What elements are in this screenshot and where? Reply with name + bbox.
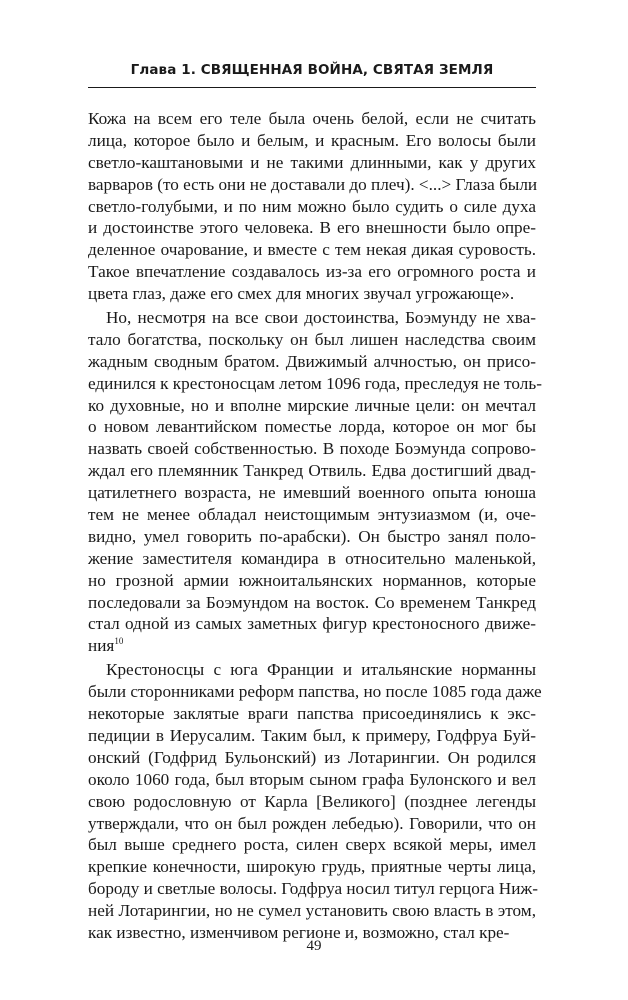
text-line: ней Лотарингии, но не сумел установить свою власть в этом, [88,901,536,921]
text-line: варваров (то есть они не доставали до плеч). <...> Глаза были [88,174,538,194]
text-line: Кожа на всем его теле была очень белой, если не считать [88,109,536,128]
paragraph [88,659,542,944]
text-line: о новом левантийском поместье лорда, которое он мог бы [88,417,536,437]
footnote-ref[interactable]: 10 [114,636,124,647]
text-line: педиции в Иерусалим. Таким был, к примеру, Годфруа Буй- [88,725,536,745]
text-line: но грозной армии южноитальянских норманнов, которые [88,570,536,590]
text-line: ния$^{10}$ [88,636,124,656]
text-line: цатилетнего возраста, не имевший военного опыта юноша [88,483,536,503]
text-line: Крестоносцы с юга Франции и итальянские норманны [106,660,536,680]
paragraph [88,108,536,305]
text-line: как известно, изменчивом регионе и, возможно, стал кре- [88,922,510,942]
text-line: крепкие конечности, широкую грудь, приятные черты лица, [88,857,536,877]
text-line: лица, которое было и белым, и красным. Его волосы были [88,130,536,150]
text-line: светло-голубыми, и по ним можно было судить о силе духа [88,196,536,216]
text-line: некоторые заклятые враги папства присоединялись к экс- [88,704,536,724]
text-line: цвета глаз, даже его смех для многих звучал угрожающе». [88,284,515,304]
text-line: бороду и светлые волосы. Годфруа носил титул герцога Ниж- [88,879,539,899]
text-line: видно, умел говорить по-арабски). Он быстро занял поло- [88,526,536,546]
text-block [88,108,542,944]
text-line: светло-каштановыми и не такими длинными, как у других [88,152,536,172]
text-line: были сторонниками реформ папства, но после 1085 года даже [88,682,542,702]
text-line: был выше среднего роста, силен сверх всякой меры, имел [88,835,536,855]
text-line: тем не менее обладал неистощимым энтузиазмом (и, оче- [88,505,536,525]
text-line: Такое впечатление создавалось из-за его огромного роста и [88,262,536,282]
text-line: около 1060 года, был вторым сыном графа Булонского и вел [88,769,536,789]
text-line: и достоинстве этого человека. В его внешности было опре- [88,218,536,238]
text-line: утверждали, что он был рожден лебедью). Говорили, что он [88,813,536,833]
text-line: деленное очарование, и вместе с тем некая дикая суровость. [88,240,536,260]
text-line: стал одной из самых заметных фигур крестоносного движе- [88,614,536,634]
text-line: ждал его племянник Танкред Отвиль. Едва достигший двад- [88,461,536,481]
text-line: единился к крестоносцам летом 1096 года, преследуя не толь- [88,373,542,393]
text-line: жение заместителя командира в относительно маленькой, [88,548,536,568]
header-rule [88,87,536,88]
text-line: свою родословную от Карла [Великого] (позднее легенды [88,791,536,811]
text-line: онский (Годфрид Бульонский) из Лотарингии. Он родился [88,747,536,767]
text-line: тало богатства, поскольку он был лишен наследства своим [88,329,536,349]
running-head: Глава 1. СВЯЩЕННАЯ ВОЙНА, СВЯТАЯ ЗЕМЛЯ [130,62,494,78]
text-line: жадным сводным братом. Движимый алчностью, он присо- [88,351,536,371]
page-body [88,108,542,944]
text-line: последовали за Боэмундом на восток. Со временем Танкред [88,592,536,612]
text-line: назвать своей собственностью. В походе Боэмунда сопрово- [88,439,536,459]
text-line: ко духовные, но и вполне мирские личные цели: он мечтал [88,395,536,415]
page-number: 49 [306,938,322,954]
text-line: Но, несмотря на все свои достоинства, Боэмунду не хва- [106,308,536,328]
paragraph [88,307,542,657]
